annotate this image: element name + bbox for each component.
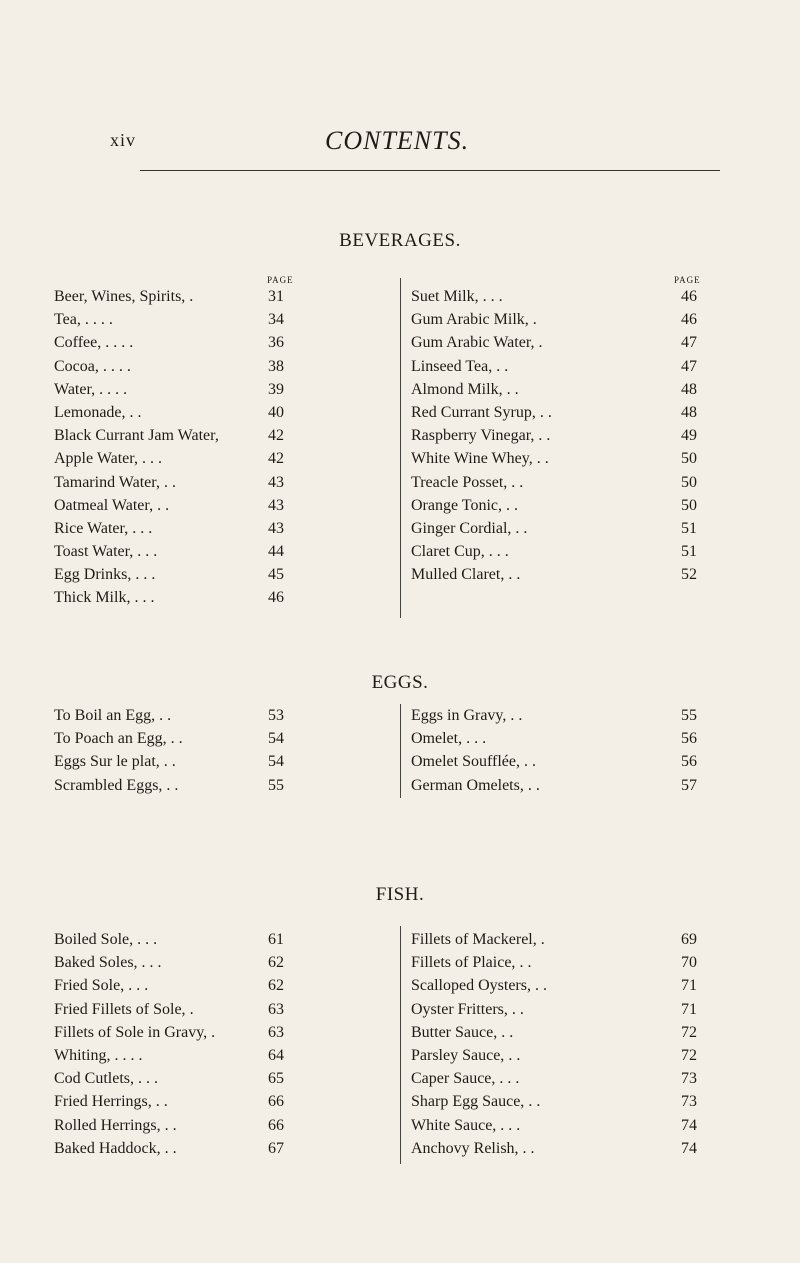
page-ref: 43	[268, 496, 284, 514]
page-ref: 49	[681, 427, 697, 445]
toc-entry[interactable]: Fried Sole, . . . 62	[54, 974, 284, 997]
page-ref: 38	[268, 357, 284, 375]
page-ref: 56	[681, 730, 697, 748]
page-ref: 42	[268, 450, 284, 468]
page-ref: 47	[681, 357, 697, 375]
toc-entry[interactable]: Red Currant Syrup, . . 48	[411, 401, 697, 424]
page-ref: 31	[268, 288, 284, 305]
toc-entry[interactable]: Rolled Herrings, . . 66	[54, 1114, 284, 1137]
column-divider	[400, 926, 401, 1164]
toc-entry[interactable]: Tamarind Water, . . 43	[54, 471, 284, 494]
page-ref: 72	[681, 1023, 697, 1041]
page-column-header: PAGE	[674, 275, 701, 285]
toc-entry[interactable]: Eggs in Gravy, . . 55	[411, 704, 697, 727]
toc-column-left	[54, 285, 284, 610]
page-ref: 44	[268, 543, 284, 561]
toc-entry[interactable]: Butter Sauce, . . 72	[411, 1021, 697, 1044]
page-ref: 74	[681, 1139, 697, 1157]
page-ref: 69	[681, 931, 697, 948]
page-ref: 34	[268, 311, 284, 329]
page-ref: 42	[268, 427, 284, 445]
toc-entry[interactable]: Thick Milk, . . . 46	[54, 586, 284, 609]
toc-entry[interactable]: Fillets of Sole in Gravy, . 63	[54, 1021, 284, 1044]
toc-entry[interactable]: Boiled Sole, . . . 61	[54, 928, 284, 951]
page-ref: 48	[681, 403, 697, 421]
page-ref: 66	[268, 1093, 284, 1111]
page-ref: 51	[681, 543, 697, 561]
page-ref: 48	[681, 380, 697, 398]
toc-column-right	[411, 285, 697, 586]
toc-entry[interactable]: Treacle Posset, . . 50	[411, 471, 697, 494]
section-eggs	[0, 670, 800, 794]
toc-entry[interactable]: Scrambled Eggs, . . 55	[54, 774, 284, 797]
page-ref: 56	[681, 753, 697, 771]
section-title: EGGS.	[371, 672, 429, 693]
page-ref: 50	[681, 450, 697, 468]
toc-entry[interactable]: Oatmeal Water, . . 43	[54, 494, 284, 517]
header-rule	[140, 170, 720, 171]
page-ref: 57	[681, 776, 697, 794]
page-ref: 61	[268, 931, 284, 948]
page-ref: 46	[681, 311, 697, 329]
page-ref: 70	[681, 954, 697, 972]
toc-entry[interactable]: Fillets of Plaice, . . 70	[411, 951, 697, 974]
toc-entry[interactable]: Linseed Tea, . . 47	[411, 355, 697, 378]
toc-entry[interactable]: Egg Drinks, . . . 45	[54, 563, 284, 586]
page-ref: 39	[268, 380, 284, 398]
page-ref: 55	[681, 707, 697, 724]
toc-entry[interactable]: Black Currant Jam Water, 42	[54, 424, 284, 447]
toc-entry[interactable]: Oyster Fritters, . . 71	[411, 998, 697, 1021]
toc-entry[interactable]: Scalloped Oysters, . . 71	[411, 974, 697, 997]
toc-entry[interactable]: Whiting, . . . . 64	[54, 1044, 284, 1067]
page-ref: 46	[681, 288, 697, 305]
page-ref: 71	[681, 977, 697, 995]
toc-entry[interactable]: Orange Tonic, . . 50	[411, 494, 697, 517]
page-ref: 45	[268, 566, 284, 584]
page-ref: 71	[681, 1000, 697, 1018]
toc-entry[interactable]: Fried Fillets of Sole, . 63	[54, 998, 284, 1021]
toc-entry[interactable]: Rice Water, . . . 43	[54, 517, 284, 540]
toc-entry[interactable]: Claret Cup, . . . 51	[411, 540, 697, 563]
toc-entry[interactable]: Raspberry Vinegar, . . 49	[411, 424, 697, 447]
page-ref: 64	[268, 1046, 284, 1064]
toc-entry[interactable]: Ginger Cordial, . . 51	[411, 517, 697, 540]
page-header	[110, 126, 790, 170]
section-beverages	[0, 228, 800, 607]
toc-column-right	[411, 928, 697, 1160]
page-ref: 40	[268, 403, 284, 421]
toc-entry[interactable]: Fillets of Mackerel, . 69	[411, 928, 697, 951]
toc-entry[interactable]: Anchovy Relish, . . 74	[411, 1137, 697, 1160]
section-title: BEVERAGES.	[339, 230, 461, 251]
page-ref: 51	[681, 519, 697, 537]
page-ref: 55	[268, 776, 284, 794]
toc-entry[interactable]: To Boil an Egg, . . 53	[54, 704, 284, 727]
toc-entry[interactable]: Omelet, . . . 56	[411, 727, 697, 750]
page-ref: 47	[681, 334, 697, 352]
toc-entry[interactable]: Coffee, . . . . 36	[54, 331, 284, 354]
page-ref: 62	[268, 977, 284, 995]
page-ref: 62	[268, 954, 284, 972]
toc-entry[interactable]: Eggs Sur le plat, . . 54	[54, 750, 284, 773]
toc-entry[interactable]: Baked Haddock, . . 67	[54, 1137, 284, 1160]
page-ref: 52	[681, 566, 697, 584]
page-ref: 67	[268, 1139, 284, 1157]
page-number: xiv	[110, 130, 137, 150]
toc-entry[interactable]: Apple Water, . . . 42	[54, 447, 284, 470]
toc-entry[interactable]: Water, . . . . 39	[54, 378, 284, 401]
page-ref: 43	[268, 519, 284, 537]
page-ref: 72	[681, 1046, 697, 1064]
section-title: FISH.	[375, 884, 425, 905]
toc-entry[interactable]: White Sauce, . . . 74	[411, 1114, 697, 1137]
page-ref: 54	[268, 730, 284, 748]
page-ref: 50	[681, 496, 697, 514]
toc-entry[interactable]: Suet Milk, . . . 46	[411, 285, 697, 308]
page-ref: 50	[681, 473, 697, 491]
toc-entry[interactable]: Lemonade, . . 40	[54, 401, 284, 424]
toc-entry[interactable]: Omelet Soufflée, . . 56	[411, 750, 697, 773]
toc-entry[interactable]: Beer, Wines, Spirits, . 31	[54, 285, 284, 308]
column-divider	[400, 704, 401, 798]
toc-entry[interactable]: German Omelets, . . 57	[411, 774, 697, 797]
toc-column-left	[54, 928, 284, 1160]
page-ref: 73	[681, 1070, 697, 1088]
toc-entry[interactable]: Toast Water, . . . 44	[54, 540, 284, 563]
toc-entry[interactable]: Mulled Claret, . . 52	[411, 563, 697, 586]
page-ref: 54	[268, 753, 284, 771]
page-ref: 73	[681, 1093, 697, 1111]
toc-entry[interactable]: Fried Herrings, . . 66	[54, 1090, 284, 1113]
toc-entry[interactable]: Cod Cutlets, . . . 65	[54, 1067, 284, 1090]
toc-entry[interactable]: Almond Milk, . . 48	[411, 378, 697, 401]
toc-entry[interactable]: Baked Soles, . . . 62	[54, 951, 284, 974]
toc-entry[interactable]: Gum Arabic Water, . 47	[411, 331, 697, 354]
page-ref: 36	[268, 334, 284, 352]
page-ref: 74	[681, 1116, 697, 1134]
page-ref: 63	[268, 1023, 284, 1041]
toc-entry[interactable]: Cocoa, . . . . 38	[54, 355, 284, 378]
toc-column-right	[411, 704, 697, 797]
page-ref: 63	[268, 1000, 284, 1018]
column-divider	[400, 278, 401, 618]
page-ref: 46	[268, 589, 284, 607]
toc-column-left	[54, 704, 284, 797]
page-ref: 65	[268, 1070, 284, 1088]
toc-entry[interactable]: To Poach an Egg, . . 54	[54, 727, 284, 750]
page-ref: 53	[268, 707, 284, 724]
toc-entry[interactable]: Gum Arabic Milk, . 46	[411, 308, 697, 331]
toc-entry[interactable]: Caper Sauce, . . . 73	[411, 1067, 697, 1090]
toc-entry[interactable]: Tea, . . . . 34	[54, 308, 284, 331]
toc-entry[interactable]: Sharp Egg Sauce, . . 73	[411, 1090, 697, 1113]
section-fish	[0, 882, 800, 1157]
toc-entry[interactable]: White Wine Whey, . . 50	[411, 447, 697, 470]
running-title: CONTENTS.	[325, 126, 470, 155]
page-ref: 66	[268, 1116, 284, 1134]
toc-entry[interactable]: Parsley Sauce, . . 72	[411, 1044, 697, 1067]
page-ref: 43	[268, 473, 284, 491]
page-column-header: PAGE	[267, 275, 294, 285]
